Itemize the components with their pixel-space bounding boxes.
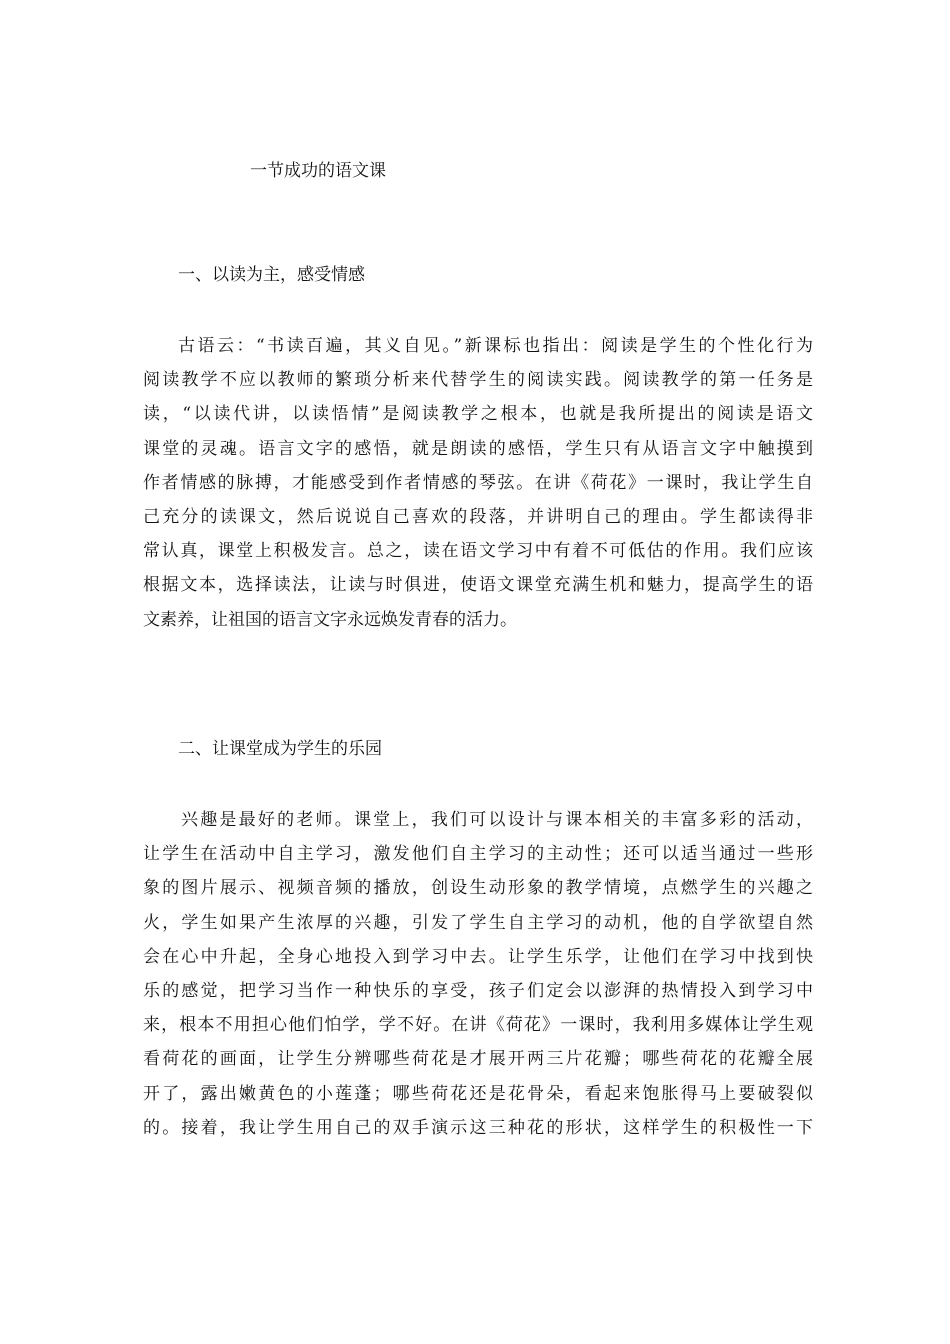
section-heading-1: 一、以读为主，感受情感 [178,265,365,285]
section-heading-2: 二、让课堂成为学生的乐园 [178,739,382,759]
paragraph-line: 象的图片展示、视频音频的播放，创设生动形象的教学情境，点燃学生的兴趣之 [143,878,813,899]
section-1-paragraph [143,329,813,637]
paragraph-line: 己充分的读课文，然后说说自己喜欢的段落，并讲明自己的理由。学生都读得非 [143,506,813,527]
paragraph-line: 看荷花的画面，让学生分辨哪些荷花是才展开两三片花瓣；哪些荷花的花瓣全展 [143,1049,813,1070]
paragraph-line: 兴趣是最好的老师。课堂上，我们可以设计与课本相关的丰富多彩的活动， [181,810,813,830]
paragraph-line: 阅读教学不应以教师的繁琐分析来代替学生的阅读实践。阅读教学的第一任务是 [143,370,813,391]
paragraph-line: 的。接着，我让学生用自己的双手演示这三种花的形状，这样学生的积极性一下 [143,1117,813,1138]
paragraph-line: 文素养，让祖国的语言文字永远焕发青春的活力。 [143,609,517,630]
paragraph-line: 开了，露出嫩黄色的小莲蓬；哪些荷花还是花骨朵，看起来饱胀得马上要破裂似 [143,1083,813,1104]
paragraph-line: 让学生在活动中自主学习，激发他们自主学习的主动性；还可以适当通过一些形 [143,844,813,865]
paragraph-line: 课堂的灵魂。语言文字的感悟，就是朗读的感悟，学生只有从语言文字中触摸到 [143,438,813,459]
paragraph-line: 作者情感的脉搏，才能感受到作者情感的琴弦。在讲《荷花》一课时，我让学生自 [143,472,813,493]
paragraph-line: 火，学生如果产生浓厚的兴趣，引发了学生自主学习的动机，他的自学欲望自然 [143,912,813,933]
paragraph-line: 古语云：“书读百遍，其义自见。”新课标也指出：阅读是学生的个性化行为 [178,336,813,356]
paragraph-line: 来，根本不用担心他们怕学，学不好。在讲《荷花》一课时，我利用多媒体让学生观 [143,1015,813,1036]
paragraph-line: 常认真，课堂上积极发言。总之，读在语文学习中有着不可低估的作用。我们应该 [143,541,813,562]
paragraph-line: 会在心中升起，全身心地投入到学习中去。让学生乐学，让他们在学习中找到快 [143,946,813,967]
paragraph-line: 根据文本，选择读法，让读与时俱进，使语文课堂充满生机和魅力，提高学生的语 [143,575,813,596]
section-2-paragraph [143,803,813,1145]
document-title: 一节成功的语文课 [250,161,386,181]
paragraph-line: 读，“以读代讲，以读悟情”是阅读教学之根本，也就是我所提出的阅读是语文 [143,404,813,425]
paragraph-line: 乐的感觉，把学习当作一种快乐的享受，孩子们定会以澎湃的热情投入到学习中 [143,980,813,1001]
